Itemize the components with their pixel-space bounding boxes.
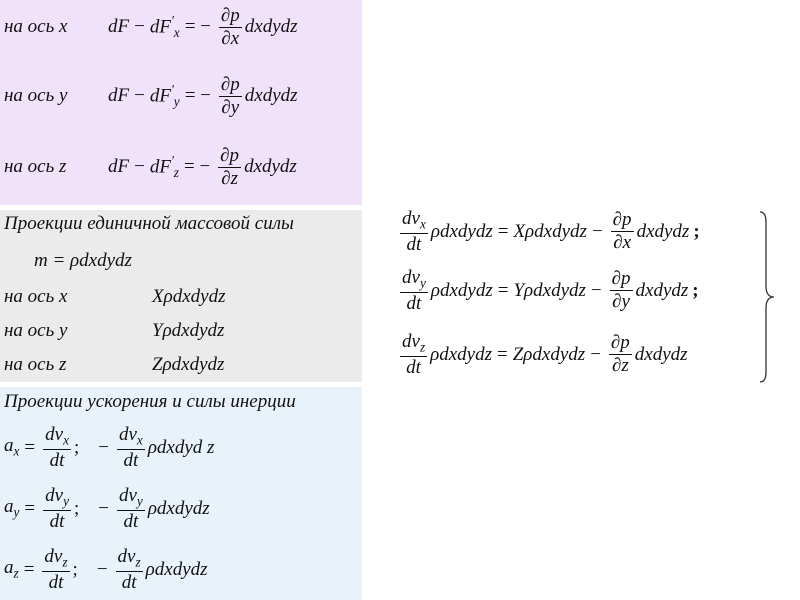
force-term-prime: $dF'_x$ xyxy=(149,13,180,41)
mass-force-term: Xρdxdydz xyxy=(513,220,587,242)
volume-element: dxdydz xyxy=(244,85,298,107)
equals-sign: = xyxy=(24,436,36,458)
minus-sign: − xyxy=(590,279,602,301)
velocity-derivative: $\frac{dv_z}{dt}$ xyxy=(402,331,426,378)
minus-sign: − xyxy=(591,220,603,242)
force-term-prime: $dF'_y$ xyxy=(149,82,180,110)
acceleration-symbol: $a_y$ xyxy=(4,496,20,521)
semicolon: ; xyxy=(73,497,80,519)
inertia-tail: ρdxdydz xyxy=(147,497,210,519)
mass-force-row-z xyxy=(4,354,224,376)
right-curly-brace xyxy=(758,210,778,384)
mass-element: ρdxdydz xyxy=(430,343,493,365)
pressure-derivative: $\frac{\partial p}{\partial x}$ xyxy=(612,209,632,254)
axis-label: на ось z xyxy=(4,354,67,375)
minus-sign: − xyxy=(96,558,108,580)
mass-force-term: Zρdxdydz xyxy=(512,343,586,365)
velocity-derivative: $\frac{dv_y}{dt}$ xyxy=(402,267,426,314)
axis-label: на ось z xyxy=(4,156,67,178)
pressure-derivative: $\frac{\partial p}{\partial z}$ xyxy=(220,145,240,189)
acceleration-row-x xyxy=(4,425,214,471)
equals-minus: = − xyxy=(183,156,211,178)
force-term: dF xyxy=(108,156,130,178)
axis-label: на ось x xyxy=(4,16,68,38)
force-row-x xyxy=(4,6,298,49)
axis-label: на ось y xyxy=(4,85,68,107)
semicolon: ; xyxy=(693,220,700,242)
velocity-derivative: $\frac{dv_y}{dt}$ xyxy=(118,485,143,532)
mass-formula: m = ρdxdydz xyxy=(34,250,132,271)
system-row-z xyxy=(397,332,688,378)
force-row-y xyxy=(4,75,298,118)
velocity-derivative: $\frac{dv_y}{dt}$ xyxy=(45,485,69,532)
pressure-derivative: $\frac{\partial p}{\partial x}$ xyxy=(220,5,240,49)
equals-sign: = xyxy=(497,343,508,365)
pressure-derivative: $\frac{\partial p}{\partial z}$ xyxy=(610,332,630,377)
system-row-x xyxy=(397,209,700,255)
mass-force-value: Zρdxdydz xyxy=(152,354,225,375)
equals-sign: = xyxy=(497,279,509,301)
minus-sign: − xyxy=(98,497,109,519)
mass-force-term: Yρdxdydz xyxy=(513,279,586,301)
velocity-derivative: $\frac{dv_x}{dt}$ xyxy=(45,424,69,471)
acceleration-symbol: $a_x$ xyxy=(4,435,20,460)
velocity-derivative: $\frac{dv_x}{dt}$ xyxy=(402,208,426,255)
equals-sign: = xyxy=(497,220,509,242)
volume-element: dxdydz xyxy=(244,16,298,38)
force-term-prime: $dF'_z$ xyxy=(149,153,179,181)
pressure-derivative: $\frac{\partial p}{\partial y}$ xyxy=(220,74,240,118)
equals-minus: = − xyxy=(184,85,211,107)
equals-sign: = xyxy=(24,497,36,519)
velocity-derivative: $\frac{dv_z}{dt}$ xyxy=(117,546,141,593)
minus-sign: − xyxy=(134,85,145,107)
minus-sign: − xyxy=(590,343,601,365)
mass-force-title: Проекции единичной массовой силы xyxy=(4,213,294,234)
minus-sign: − xyxy=(134,16,145,38)
mass-element: ρdxdydz xyxy=(430,279,493,301)
velocity-derivative: $\frac{dv_z}{dt}$ xyxy=(44,546,68,593)
equals-minus: = − xyxy=(184,16,211,38)
volume-element: dxdydz xyxy=(244,156,297,178)
minus-sign: − xyxy=(134,156,145,178)
semicolon: ; xyxy=(692,279,699,301)
inertia-tail: ρdxdydz xyxy=(145,558,208,580)
force-term: dF xyxy=(108,85,130,107)
mass-force-value: Xρdxdydz xyxy=(152,286,226,307)
acceleration-row-z xyxy=(4,547,208,593)
axis-label: на ось x xyxy=(4,286,68,307)
semicolon: ; xyxy=(73,436,80,458)
mass-force-row-y xyxy=(4,320,224,342)
velocity-derivative: $\frac{dv_x}{dt}$ xyxy=(118,424,143,471)
force-term: dF xyxy=(108,16,130,38)
mass-element: ρdxdydz xyxy=(430,220,493,242)
axis-label: на ось y xyxy=(4,320,68,341)
pressure-derivative: $\frac{\partial p}{\partial y}$ xyxy=(611,268,631,313)
mass-force-row-x xyxy=(4,286,226,308)
system-row-y xyxy=(397,268,699,314)
force-row-z xyxy=(4,146,297,189)
volume-element: dxdydz xyxy=(634,343,688,365)
inertia-tail: ρdxdyd z xyxy=(147,436,215,458)
volume-element: dxdydz xyxy=(635,279,689,301)
acceleration-symbol: $a_z$ xyxy=(4,557,19,582)
semicolon: ; xyxy=(72,558,78,580)
minus-sign: − xyxy=(98,436,109,458)
acceleration-row-y xyxy=(4,486,210,532)
mass-force-value: Yρdxdydz xyxy=(152,320,225,341)
equals-sign: = xyxy=(23,558,35,580)
acceleration-title: Проекции ускорения и силы инерции xyxy=(4,391,296,412)
volume-element: dxdydz xyxy=(636,220,690,242)
